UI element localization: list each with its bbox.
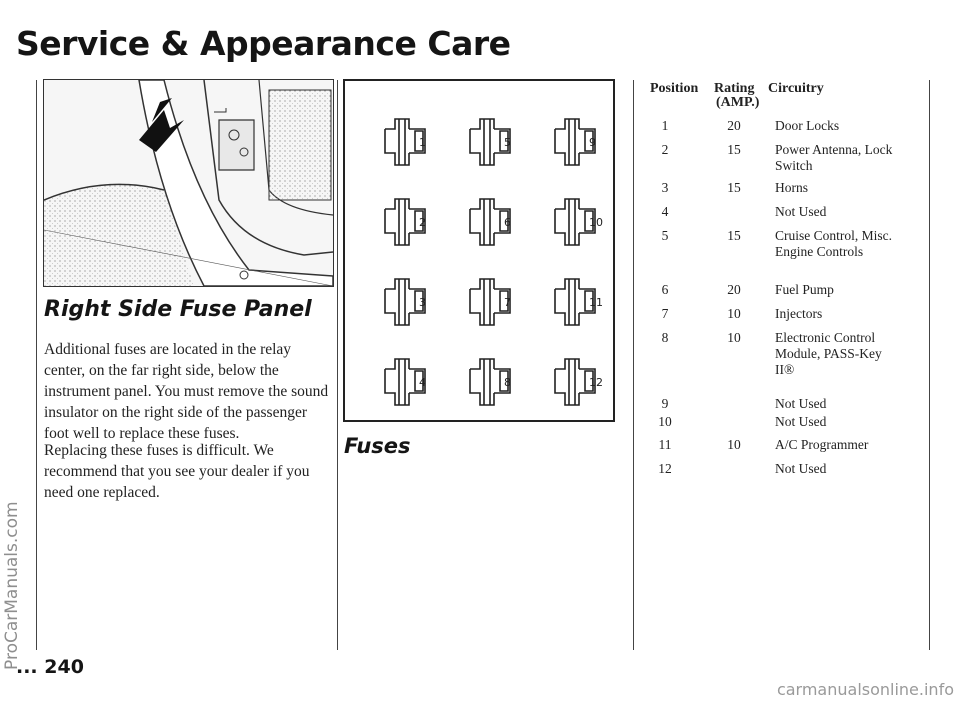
cell-circuitry: A/C Programmer — [775, 437, 869, 452]
fuse-number-label: 8 — [504, 376, 511, 389]
cell-circuitry: Fuel Pump — [775, 282, 834, 297]
cell-circuitry: Not Used — [775, 414, 827, 429]
cell-circuitry: Not Used — [775, 396, 827, 411]
cell-rating: 10 — [727, 330, 741, 345]
column-rule-right-b — [929, 80, 930, 650]
fuse-slot — [470, 199, 511, 245]
cell-rating: 15 — [727, 228, 741, 243]
page-header: Service & Appearance Care — [16, 24, 511, 63]
fuse-number-label: 12 — [589, 376, 603, 389]
fuse-slot — [555, 199, 603, 245]
fuse-slot — [470, 359, 511, 405]
fuse-slot — [555, 279, 603, 325]
cell-position: 9 — [661, 396, 669, 411]
column-rule-left — [36, 80, 37, 650]
cell-circuitry: Door Locks — [775, 118, 840, 133]
col-header-rating: Rating — [714, 81, 755, 96]
column-rule-right-a — [633, 80, 634, 650]
diagram-title: Fuses — [344, 434, 411, 458]
cell-rating: 15 — [727, 142, 741, 157]
cell-rating: 15 — [727, 180, 741, 195]
fuse-diagram — [343, 79, 615, 422]
cell-position: 7 — [661, 306, 669, 321]
cell-position: 11 — [658, 437, 672, 452]
fuse-number-label: 9 — [589, 136, 596, 149]
fuse-number-label: 2 — [419, 216, 426, 229]
fuse-number-label: 6 — [504, 216, 511, 229]
fuse-panel-location-illustration — [43, 79, 334, 287]
cell-circuitry: Power Antenna, Lock Switch — [775, 142, 893, 173]
fuse-slot — [385, 279, 426, 325]
col-header-circuitry: Circuitry — [768, 81, 824, 96]
column-rule-middle — [337, 80, 338, 650]
cell-position: 6 — [661, 282, 669, 297]
cell-rating: 20 — [727, 282, 741, 297]
cell-position: 10 — [658, 414, 672, 429]
fuse-layout-drawing — [345, 81, 613, 420]
cell-rating: 10 — [727, 437, 741, 452]
cell-position: 3 — [661, 180, 669, 195]
fuse-number-label: 10 — [589, 216, 603, 229]
cell-position: 5 — [661, 228, 669, 243]
side-watermark: ProCarManuals.com — [2, 501, 22, 670]
cell-circuitry: Injectors — [775, 306, 823, 321]
cell-circuitry: Electronic Control Module, PASS-Key II® — [775, 330, 882, 377]
cell-rating: 20 — [727, 118, 741, 133]
cell-rating: 10 — [727, 306, 741, 321]
instructions-paragraph: Additional fuses are located in the relay center, on the far right side, below the instrument panel. You must remove the sound insulator on the right side of the passenger foot well to replace these fuses. — [44, 341, 329, 442]
section-title: Right Side Fuse Panel — [44, 297, 312, 322]
cell-circuitry: Horns — [775, 180, 808, 195]
cell-position: 12 — [658, 461, 672, 476]
cell-position: 1 — [661, 118, 669, 133]
fuse-slot — [470, 119, 511, 165]
col-header-rating-unit: (AMP.) — [716, 95, 760, 110]
cell-circuitry: Not Used — [775, 461, 827, 476]
cell-circuitry: Cruise Control, Misc. Engine Controls — [775, 228, 892, 259]
fuse-slot — [470, 279, 511, 325]
fuse-slot — [555, 119, 596, 165]
interior-line-drawing — [44, 80, 333, 286]
col-header-position: Position — [650, 81, 699, 96]
fuse-number-label: 1 — [419, 136, 426, 149]
cell-position: 8 — [661, 330, 669, 345]
recommendation-paragraph: Replacing these fuses is difficult. We recommend that you see your dealer if you need one replaced. — [44, 442, 310, 501]
cell-circuitry: Not Used — [775, 204, 827, 219]
fuse-number-label: 11 — [589, 296, 603, 309]
fuse-slot — [385, 359, 426, 405]
fuse-slot — [555, 359, 603, 405]
fuse-slot — [385, 199, 426, 245]
page-number: ... 240 — [16, 656, 84, 678]
fuse-slot — [385, 119, 426, 165]
footer-watermark: carmanualsonline.info — [776, 680, 954, 699]
fuse-number-label: 7 — [504, 296, 511, 309]
cell-position: 4 — [661, 204, 669, 219]
fuse-number-label: 3 — [419, 296, 426, 309]
fuse-number-label: 4 — [419, 376, 426, 389]
fuse-number-label: 5 — [504, 136, 511, 149]
cell-position: 2 — [661, 142, 669, 157]
